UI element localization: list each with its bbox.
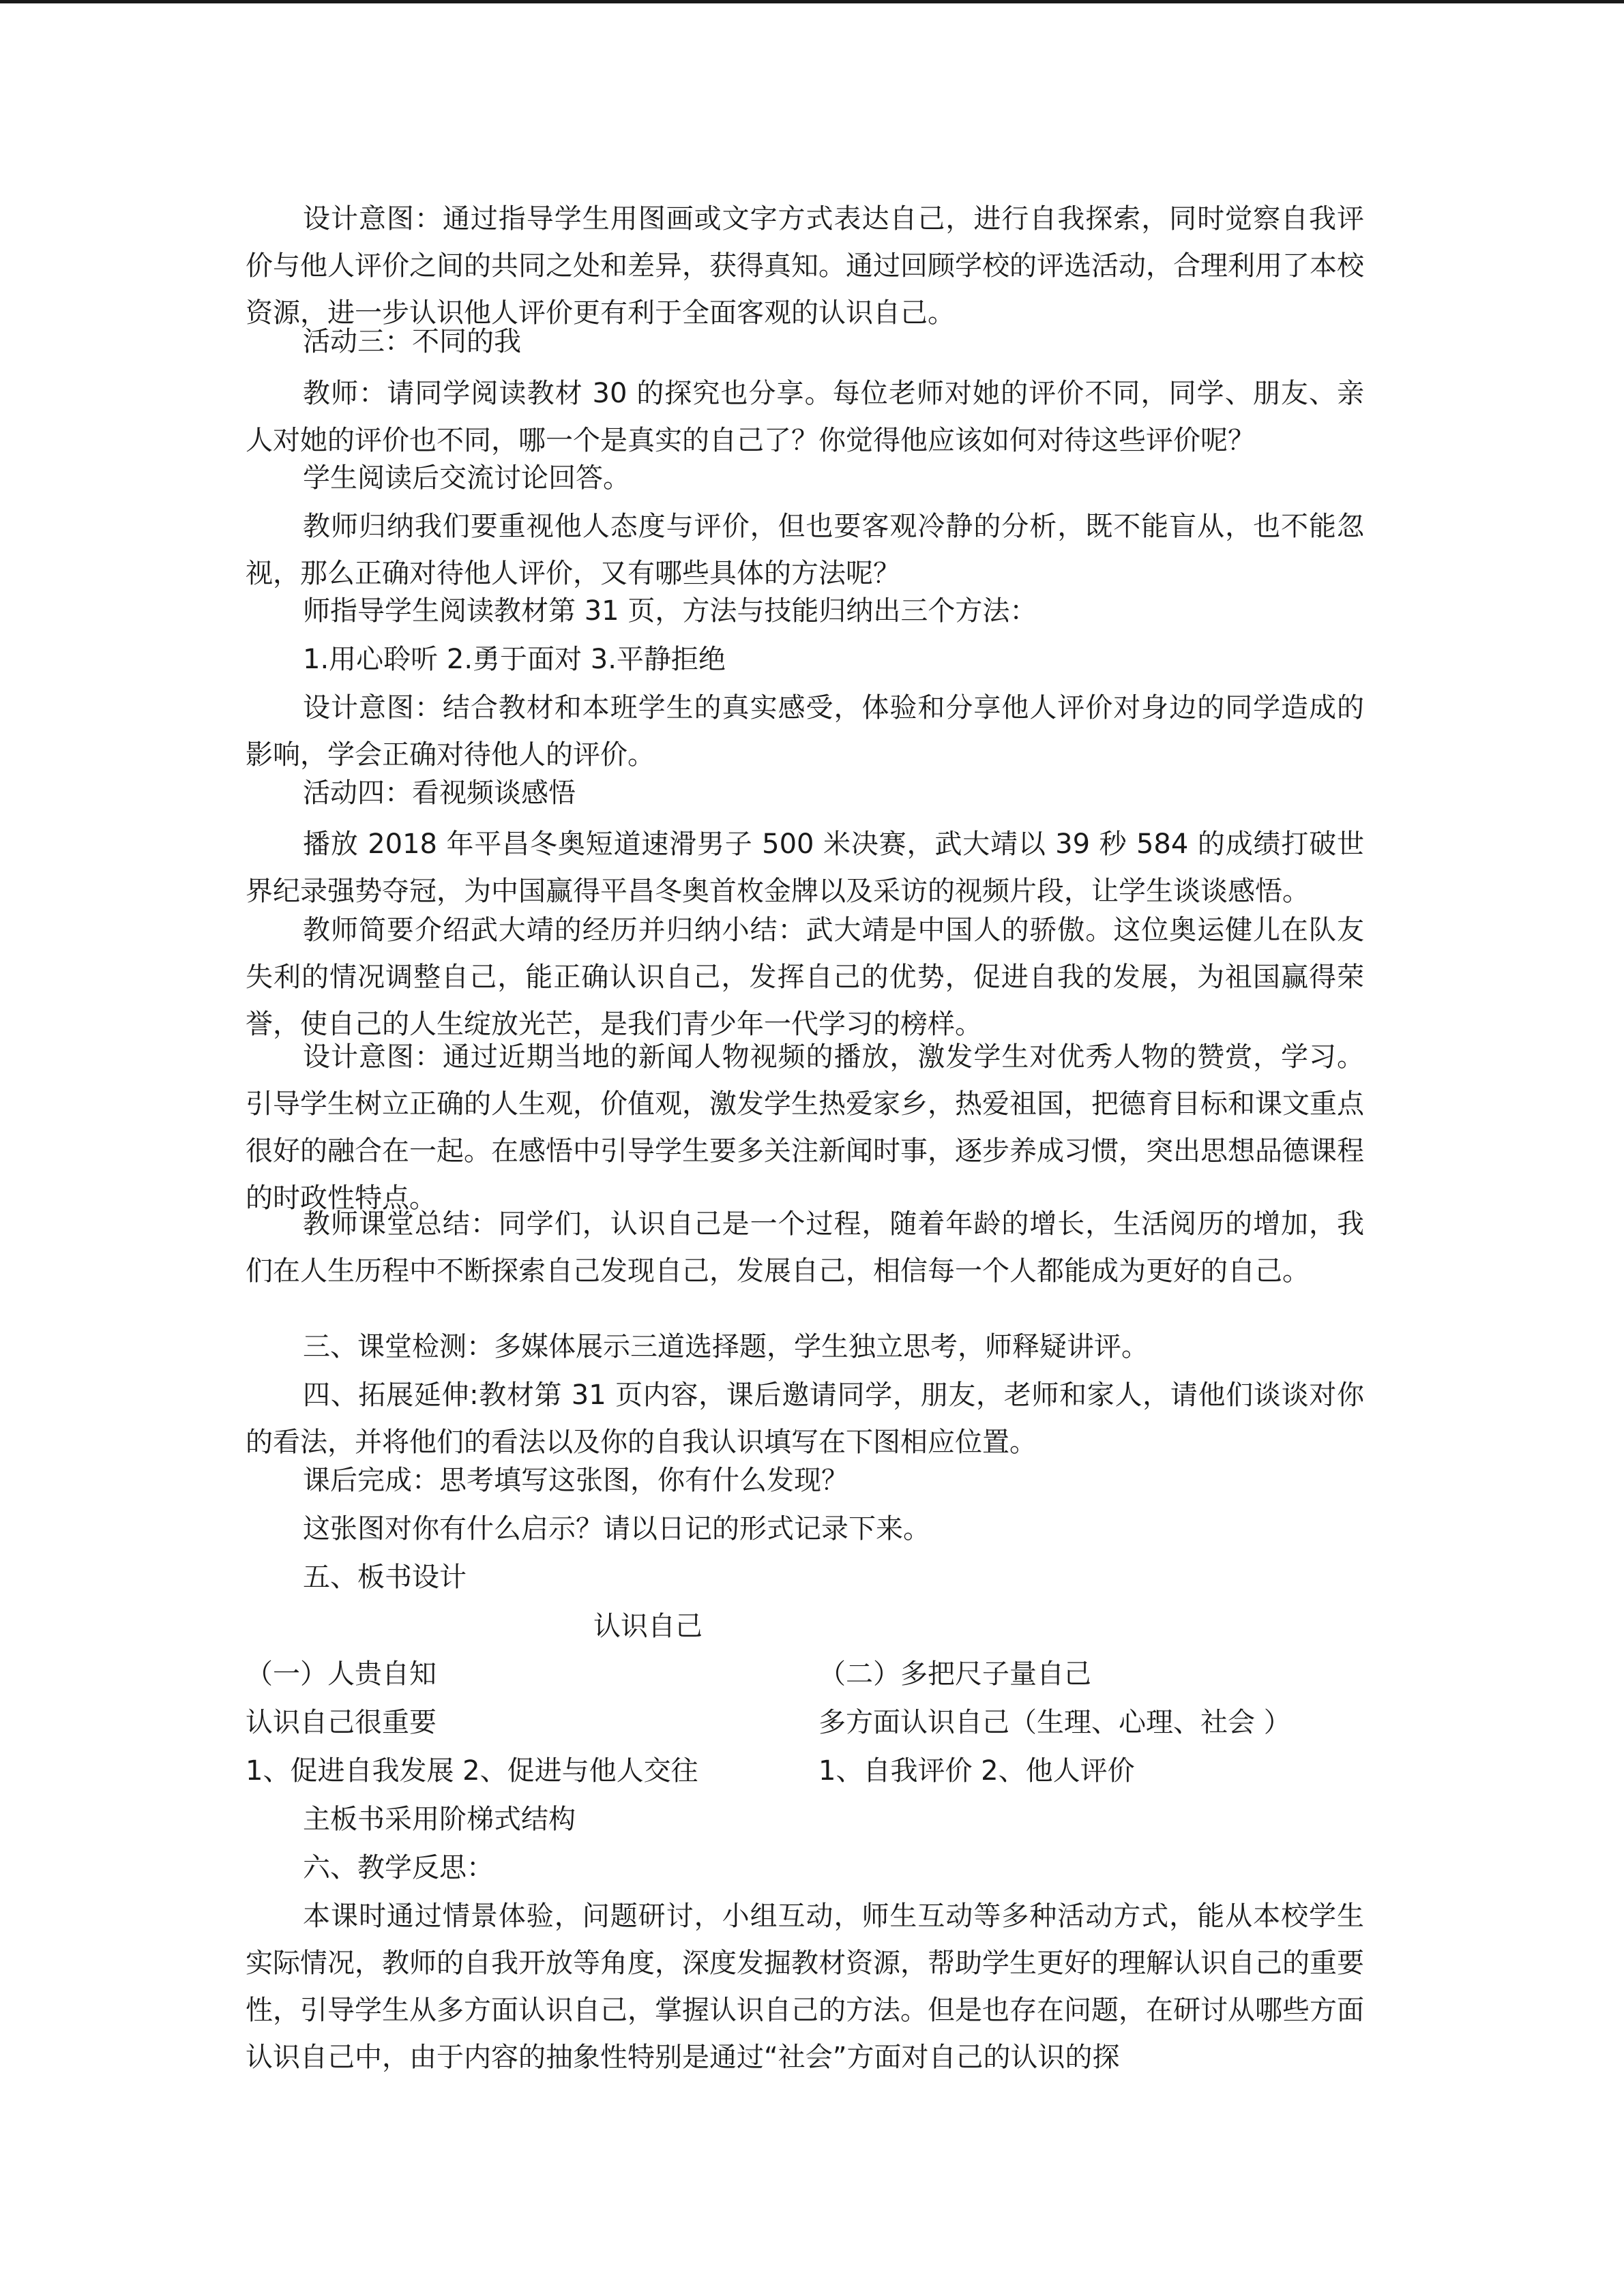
board-right-heading: （二）多把尺子量自己 bbox=[818, 1658, 1091, 1690]
heading-teaching-reflection: 六、教学反思： bbox=[303, 1852, 494, 1883]
board-right-line-2: 多方面认识自己（生理、心理、社会 ） bbox=[818, 1707, 1291, 1738]
paragraph-video: 播放 2018 年平昌冬奥短道速滑男子 500 米决赛，武大靖以 39 秒 584 的成绩打破世界纪录强势夺冠，为中国赢得平昌冬奥首枚金牌以及采访的视频片段，让学生谈谈感悟。 bbox=[246, 829, 1364, 907]
paragraph-student-discussion: 学生阅读后交流讨论回答。 bbox=[303, 462, 630, 494]
paragraph-design-intent-3: 设计意图：通过近期当地的新闻人物视频的播放，激发学生对优秀人物的赞赏，学习。引导学生树立正确的人生观，价值观，激发学生热爱家乡，热爱祖国，把德育目标和课文重点很好的融合在一起。在感悟中引导学生要多关注新闻时事，逐步养成习惯，突出思想品德课程的时政性特点。 bbox=[246, 1041, 1364, 1214]
paragraph-class-test: 三、课堂检测：多媒体展示三道选择题，学生独立思考，师释疑讲评。 bbox=[303, 1331, 1149, 1362]
paragraph-design-intent-2: 设计意图：结合教材和本班学生的真实感受，体验和分享他人评价对身边的同学造成的影响，学会正确对待他人的评价。 bbox=[246, 692, 1364, 771]
heading-board-design: 五、板书设计 bbox=[303, 1562, 467, 1593]
paragraph-teacher-summary: 教师归纳我们要重视他人态度与评价，但也要客观冷静的分析，既不能盲从，也不能忽视，那么正确对待他人评价，又有哪些具体的方法呢？ bbox=[246, 511, 1364, 589]
paragraph-three-methods: 1.用心聆听 2.勇于面对 3.平静拒绝 bbox=[303, 644, 726, 675]
paragraph-teacher-intro: 教师简要介绍武大靖的经历并归纳小结：武大靖是中国人的骄傲。这位奥运健儿在队友失利的情况调整自己，能正确认识自己，发挥自己的优势，促进自我的发展，为祖国赢得荣誉，使自己的人生绽放光芒，是我们青少年一代学习的榜样。 bbox=[246, 914, 1364, 1040]
top-border-line bbox=[0, 0, 1624, 3]
paragraph-diary: 这张图对你有什么启示？请以日记的形式记录下来。 bbox=[303, 1513, 930, 1545]
board-left-line-2: 认识自己很重要 bbox=[246, 1707, 437, 1738]
paragraph-extension: 四、拓展延伸:教材第 31 页内容，课后邀请同学，朋友，老师和家人，请他们谈谈对你的看法，并将他们的看法以及你的自我认识填写在下图相应位置。 bbox=[246, 1380, 1364, 1458]
paragraph-after-class: 课后完成：思考填写这张图，你有什么发现？ bbox=[303, 1465, 848, 1496]
paragraph-reflection: 本课时通过情景体验，问题研讨，小组互动，师生互动等多种活动方式，能从本校学生实际情况，教师的自我开放等角度，深度发掘教材资源，帮助学生更好的理解认识自己的重要性，引导学生从多方面认识自己，掌握认识自己的方法。但是也存在问题，在研讨从哪些方面认识自己中，由于内容的抽象性特别是通过“社会”方面对自己的认识的探 bbox=[246, 1900, 1364, 2073]
board-left-heading: （一）人贵自知 bbox=[246, 1658, 437, 1690]
paragraph-board-structure: 主板书采用阶梯式结构 bbox=[303, 1804, 576, 1835]
paragraph-class-summary: 教师课堂总结：同学们，认识自己是一个过程，随着年龄的增长，生活阅历的增加，我们在人生历程中不断探索自己发现自己，发展自己，相信每一个人都能成为更好的自己。 bbox=[246, 1208, 1364, 1287]
paragraph-activity-3: 活动三：不同的我 bbox=[303, 326, 521, 357]
board-title: 认识自己 bbox=[593, 1611, 703, 1642]
paragraph-teacher-question: 教师：请同学阅读教材 30 的探究也分享。每位老师对她的评价不同，同学、朋友、亲人对她的评价也不同，哪一个是真实的自己了？你觉得他应该如何对待这些评价呢？ bbox=[246, 378, 1364, 456]
board-right-line-3: 1、自我评价 2、他人评价 bbox=[818, 1755, 1135, 1787]
board-left-line-3: 1、促进自我发展 2、促进与他人交往 bbox=[246, 1755, 698, 1787]
paragraph-design-intent-1: 设计意图：通过指导学生用图画或文字方式表达自己，进行自我探索，同时觉察自我评价与他人评价之间的共同之处和差异，获得真知。通过回顾学校的评选活动，合理利用了本校资源，进一步认识他人评价更有利于全面客观的认识自己。 bbox=[246, 203, 1364, 329]
paragraph-activity-4: 活动四：看视频谈感悟 bbox=[303, 777, 576, 809]
paragraph-textbook-guide: 师指导学生阅读教材第 31 页，方法与技能归纳出三个方法： bbox=[303, 595, 1037, 627]
